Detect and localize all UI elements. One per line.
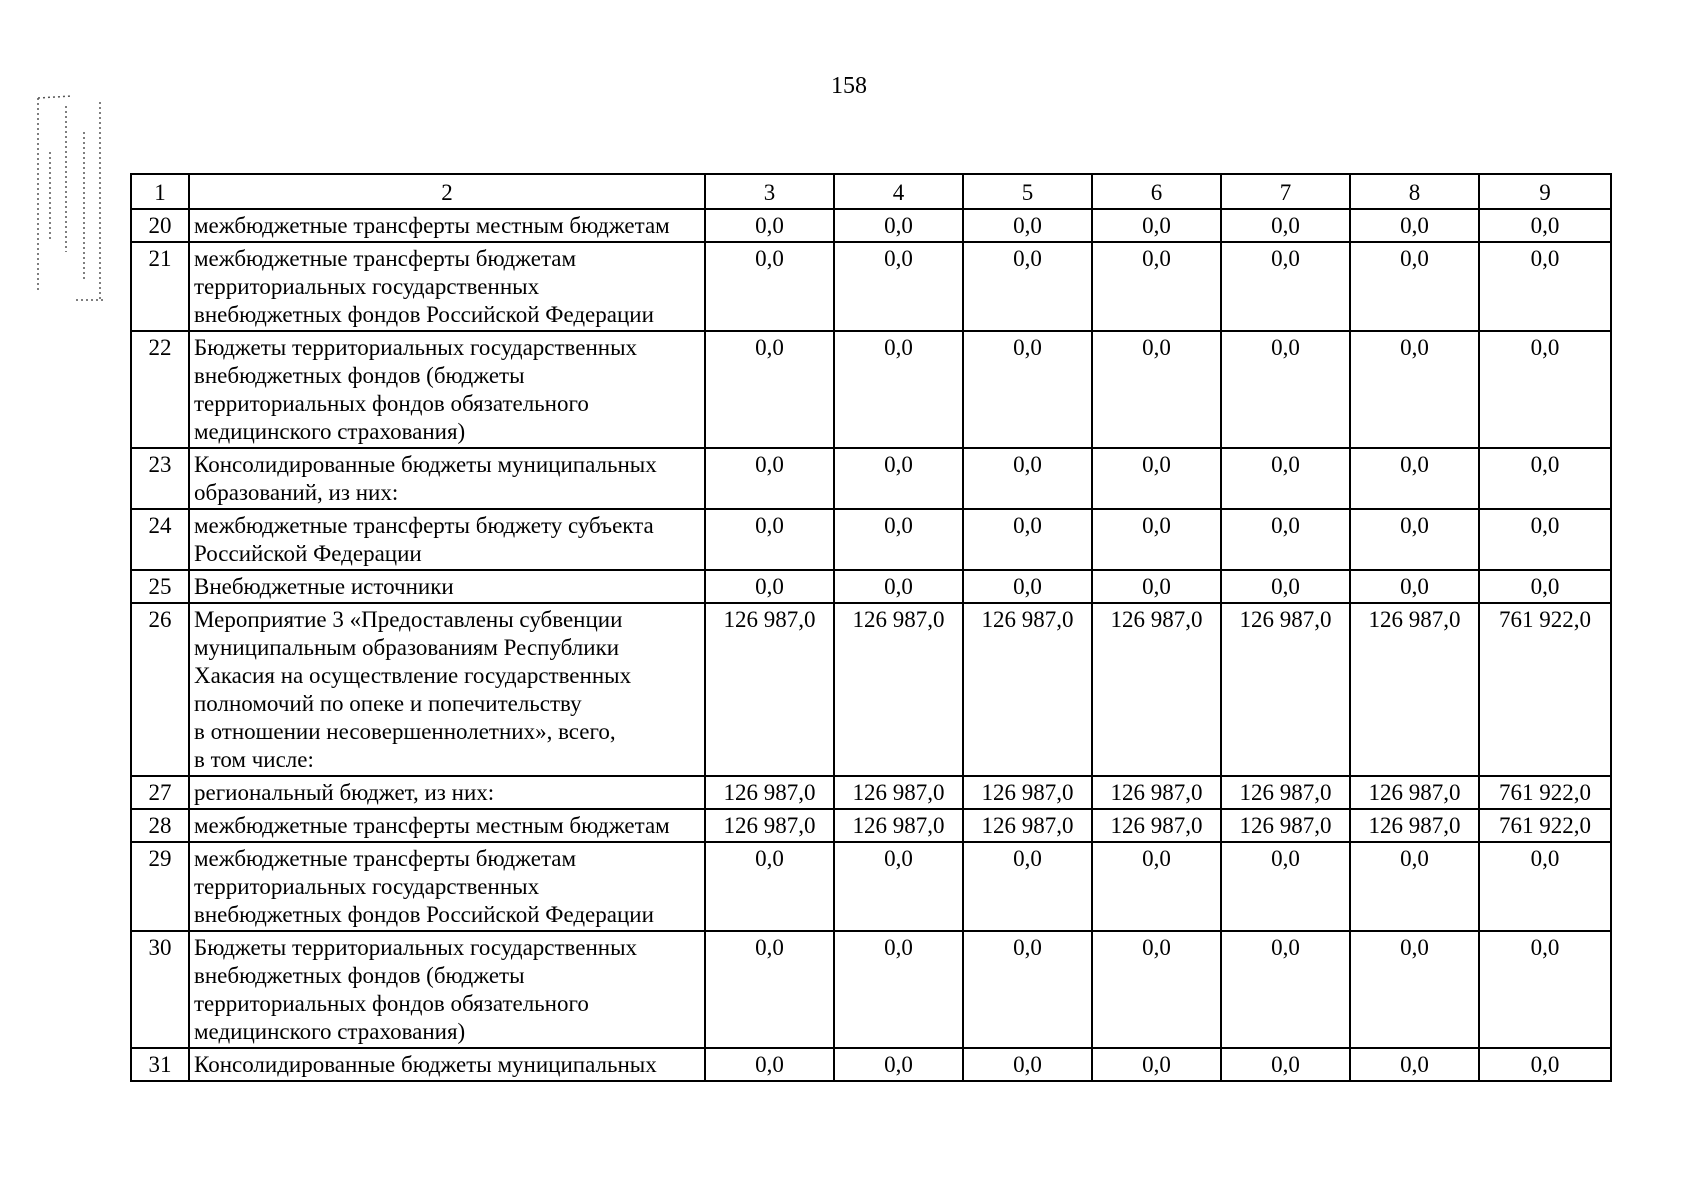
value-cell-col-6: 126 987,0 bbox=[1092, 603, 1221, 776]
value-cell-col-8: 0,0 bbox=[1350, 509, 1479, 570]
value-cell-col-9: 0,0 bbox=[1479, 209, 1611, 242]
value-cell-col-7: 0,0 bbox=[1221, 209, 1350, 242]
row-description-cell: региональный бюджет, из них: bbox=[189, 776, 705, 809]
header-cell: 6 bbox=[1092, 174, 1221, 209]
value-cell-col-6: 126 987,0 bbox=[1092, 776, 1221, 809]
value-cell-col-8: 0,0 bbox=[1350, 331, 1479, 448]
value-cell-col-4: 0,0 bbox=[834, 1048, 963, 1081]
table-row bbox=[131, 776, 1611, 809]
header-cell: 7 bbox=[1221, 174, 1350, 209]
value-cell-col-4: 0,0 bbox=[834, 931, 963, 1048]
row-number-cell: 31 bbox=[131, 1048, 189, 1081]
value-cell-col-6: 126 987,0 bbox=[1092, 809, 1221, 842]
value-cell-col-9: 0,0 bbox=[1479, 1048, 1611, 1081]
table-row bbox=[131, 209, 1611, 242]
value-cell-col-9: 0,0 bbox=[1479, 331, 1611, 448]
value-cell-col-9: 761 922,0 bbox=[1479, 776, 1611, 809]
value-cell-col-7: 126 987,0 bbox=[1221, 776, 1350, 809]
value-cell-col-3: 0,0 bbox=[705, 331, 834, 448]
value-cell-col-6: 0,0 bbox=[1092, 331, 1221, 448]
value-cell-col-3: 0,0 bbox=[705, 509, 834, 570]
value-cell-col-9: 761 922,0 bbox=[1479, 603, 1611, 776]
value-cell-col-4: 0,0 bbox=[834, 331, 963, 448]
value-cell-col-3: 0,0 bbox=[705, 448, 834, 509]
value-cell-col-3: 126 987,0 bbox=[705, 603, 834, 776]
row-number-cell: 20 bbox=[131, 209, 189, 242]
value-cell-col-8: 126 987,0 bbox=[1350, 776, 1479, 809]
value-cell-col-9: 0,0 bbox=[1479, 448, 1611, 509]
value-cell-col-7: 126 987,0 bbox=[1221, 809, 1350, 842]
row-description-cell: межбюджетные трансферты местным бюджетам bbox=[189, 209, 705, 242]
row-number-cell: 28 bbox=[131, 809, 189, 842]
value-cell-col-4: 126 987,0 bbox=[834, 809, 963, 842]
value-cell-col-9: 0,0 bbox=[1479, 570, 1611, 603]
value-cell-col-7: 0,0 bbox=[1221, 448, 1350, 509]
budget-table bbox=[130, 173, 1612, 1082]
header-cell: 5 bbox=[963, 174, 1092, 209]
row-number-cell: 22 bbox=[131, 331, 189, 448]
value-cell-col-8: 126 987,0 bbox=[1350, 809, 1479, 842]
table-row bbox=[131, 842, 1611, 931]
value-cell-col-7: 0,0 bbox=[1221, 570, 1350, 603]
value-cell-col-7: 0,0 bbox=[1221, 931, 1350, 1048]
value-cell-col-4: 0,0 bbox=[834, 242, 963, 331]
value-cell-col-3: 0,0 bbox=[705, 242, 834, 331]
header-cell: 9 bbox=[1479, 174, 1611, 209]
value-cell-col-9: 0,0 bbox=[1479, 842, 1611, 931]
value-cell-col-6: 0,0 bbox=[1092, 509, 1221, 570]
header-cell: 3 bbox=[705, 174, 834, 209]
row-number-cell: 29 bbox=[131, 842, 189, 931]
value-cell-col-5: 0,0 bbox=[963, 209, 1092, 242]
value-cell-col-9: 0,0 bbox=[1479, 509, 1611, 570]
row-description-cell: межбюджетные трансферты бюджетам территориальных государственных внебюджетных фондов Российской Федерации bbox=[189, 842, 705, 931]
table-row bbox=[131, 1048, 1611, 1081]
row-description-cell: Внебюджетные источники bbox=[189, 570, 705, 603]
row-description-cell: Мероприятие 3 «Предоставлены субвенции муниципальным образованиям Республики Хакасия на осуществление государственных полномочий по опеке и попечительству в отношении несовершеннолетних», всего, в том числе: bbox=[189, 603, 705, 776]
value-cell-col-4: 0,0 bbox=[834, 570, 963, 603]
value-cell-col-8: 0,0 bbox=[1350, 448, 1479, 509]
value-cell-col-4: 0,0 bbox=[834, 509, 963, 570]
value-cell-col-8: 126 987,0 bbox=[1350, 603, 1479, 776]
page-number: 158 bbox=[831, 73, 867, 99]
value-cell-col-3: 126 987,0 bbox=[705, 776, 834, 809]
row-description-cell: Бюджеты территориальных государственных внебюджетных фондов (бюджеты территориальных фондов обязательного медицинского страхования) bbox=[189, 931, 705, 1048]
table-row bbox=[131, 448, 1611, 509]
value-cell-col-3: 0,0 bbox=[705, 570, 834, 603]
value-cell-col-4: 0,0 bbox=[834, 448, 963, 509]
table-row bbox=[131, 603, 1611, 776]
value-cell-col-6: 0,0 bbox=[1092, 448, 1221, 509]
header-row bbox=[131, 174, 1611, 209]
value-cell-col-5: 0,0 bbox=[963, 331, 1092, 448]
value-cell-col-6: 0,0 bbox=[1092, 1048, 1221, 1081]
header-cell: 1 bbox=[131, 174, 189, 209]
value-cell-col-4: 126 987,0 bbox=[834, 603, 963, 776]
row-number-cell: 25 bbox=[131, 570, 189, 603]
value-cell-col-5: 126 987,0 bbox=[963, 776, 1092, 809]
value-cell-col-4: 0,0 bbox=[834, 209, 963, 242]
value-cell-col-8: 0,0 bbox=[1350, 570, 1479, 603]
value-cell-col-7: 126 987,0 bbox=[1221, 603, 1350, 776]
value-cell-col-3: 0,0 bbox=[705, 842, 834, 931]
table-row bbox=[131, 931, 1611, 1048]
value-cell-col-7: 0,0 bbox=[1221, 842, 1350, 931]
row-number-cell: 27 bbox=[131, 776, 189, 809]
value-cell-col-7: 0,0 bbox=[1221, 242, 1350, 331]
value-cell-col-9: 761 922,0 bbox=[1479, 809, 1611, 842]
value-cell-col-6: 0,0 bbox=[1092, 242, 1221, 331]
row-description-cell: Бюджеты территориальных государственных внебюджетных фондов (бюджеты территориальных фондов обязательного медицинского страхования) bbox=[189, 331, 705, 448]
header-cell: 4 bbox=[834, 174, 963, 209]
value-cell-col-4: 126 987,0 bbox=[834, 776, 963, 809]
value-cell-col-5: 0,0 bbox=[963, 931, 1092, 1048]
value-cell-col-5: 0,0 bbox=[963, 448, 1092, 509]
value-cell-col-9: 0,0 bbox=[1479, 931, 1611, 1048]
value-cell-col-5: 0,0 bbox=[963, 842, 1092, 931]
table-row bbox=[131, 242, 1611, 331]
value-cell-col-8: 0,0 bbox=[1350, 1048, 1479, 1081]
value-cell-col-5: 0,0 bbox=[963, 509, 1092, 570]
value-cell-col-6: 0,0 bbox=[1092, 842, 1221, 931]
row-description-cell: межбюджетные трансферты бюджету субъекта Российской Федерации bbox=[189, 509, 705, 570]
value-cell-col-3: 126 987,0 bbox=[705, 809, 834, 842]
value-cell-col-9: 0,0 bbox=[1479, 242, 1611, 331]
value-cell-col-4: 0,0 bbox=[834, 842, 963, 931]
value-cell-col-5: 0,0 bbox=[963, 242, 1092, 331]
margin-stamp-mark bbox=[36, 92, 108, 304]
value-cell-col-5: 0,0 bbox=[963, 570, 1092, 603]
value-cell-col-7: 0,0 bbox=[1221, 509, 1350, 570]
table-row bbox=[131, 570, 1611, 603]
table-row bbox=[131, 809, 1611, 842]
table-row bbox=[131, 331, 1611, 448]
row-number-cell: 26 bbox=[131, 603, 189, 776]
row-number-cell: 24 bbox=[131, 509, 189, 570]
value-cell-col-3: 0,0 bbox=[705, 1048, 834, 1081]
table-row bbox=[131, 509, 1611, 570]
row-number-cell: 21 bbox=[131, 242, 189, 331]
header-cell: 2 bbox=[189, 174, 705, 209]
value-cell-col-5: 0,0 bbox=[963, 1048, 1092, 1081]
row-number-cell: 23 bbox=[131, 448, 189, 509]
row-description-cell: межбюджетные трансферты бюджетам территориальных государственных внебюджетных фондов Российской Федерации bbox=[189, 242, 705, 331]
value-cell-col-5: 126 987,0 bbox=[963, 809, 1092, 842]
value-cell-col-6: 0,0 bbox=[1092, 931, 1221, 1048]
value-cell-col-3: 0,0 bbox=[705, 209, 834, 242]
value-cell-col-8: 0,0 bbox=[1350, 931, 1479, 1048]
value-cell-col-6: 0,0 bbox=[1092, 209, 1221, 242]
value-cell-col-3: 0,0 bbox=[705, 931, 834, 1048]
value-cell-col-6: 0,0 bbox=[1092, 570, 1221, 603]
value-cell-col-8: 0,0 bbox=[1350, 242, 1479, 331]
row-number-cell: 30 bbox=[131, 931, 189, 1048]
value-cell-col-7: 0,0 bbox=[1221, 1048, 1350, 1081]
value-cell-col-5: 126 987,0 bbox=[963, 603, 1092, 776]
row-description-cell: Консолидированные бюджеты муниципальных образований, из них: bbox=[189, 448, 705, 509]
table-body bbox=[131, 174, 1611, 1081]
row-description-cell: Консолидированные бюджеты муниципальных bbox=[189, 1048, 705, 1081]
value-cell-col-8: 0,0 bbox=[1350, 209, 1479, 242]
header-cell: 8 bbox=[1350, 174, 1479, 209]
value-cell-col-8: 0,0 bbox=[1350, 842, 1479, 931]
row-description-cell: межбюджетные трансферты местным бюджетам bbox=[189, 809, 705, 842]
value-cell-col-7: 0,0 bbox=[1221, 331, 1350, 448]
